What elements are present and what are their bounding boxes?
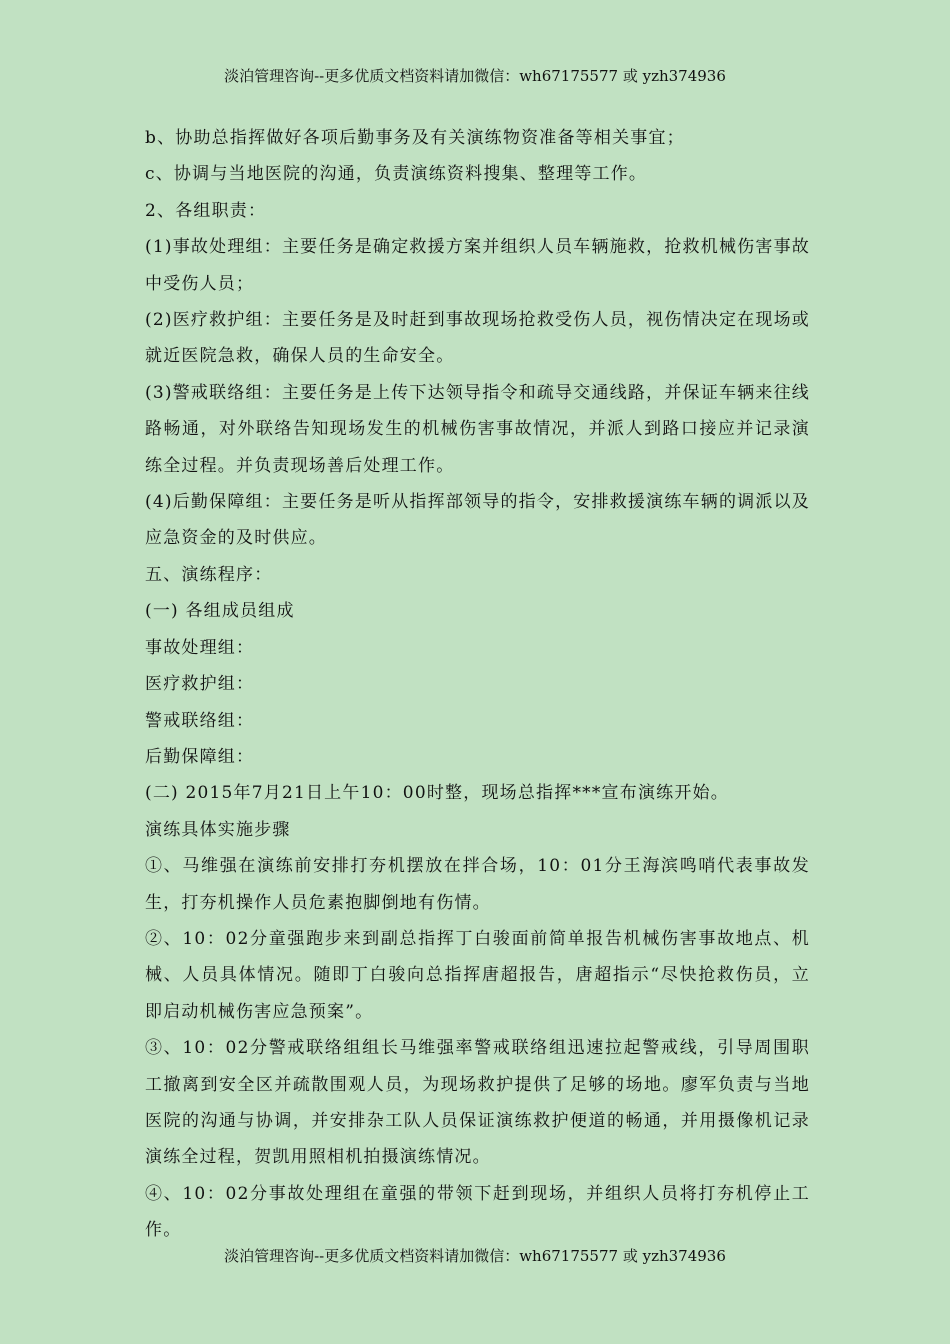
step-4: ④、10：02分事故处理组在童强的带领下赶到现场，并组织人员将打夯机停止工作。 [145,1183,810,1241]
member-line-security-liaison: 警戒联络组： [145,710,255,731]
paragraph-accident-handling-group: (1)事故处理组：主要任务是确定救援方案并组织人员车辆施救，抢救机械伤害事故中受伤人员； [145,237,810,294]
member-line-logistics: 后勤保障组： [145,746,255,767]
paragraph-c: c、协调与当地医院的沟通，负责演练资料搜集、整理等工作。 [145,164,648,185]
page-footer: 淡泊管理咨询--更多优质文档资料请加微信：wh67175577 或 yzh374936 [224,1247,726,1265]
step-1: ①、马维强在演练前安排打夯机摆放在拌合场，10：01分王海滨鸣哨代表事故发生，打夯机操作人员危素抱脚倒地有伤情。 [145,856,810,913]
document-body [145,120,810,1249]
paragraph-logistics-group: (4)后勤保障组：主要任务是听从指挥部领导的指令，安排救援演练车辆的调派以及应急资金的及时供应。 [145,492,810,549]
page-header: 淡泊管理咨询--更多优质文档资料请加微信：wh67175577 或 yzh374936 [224,67,726,85]
member-line-medical-rescue: 医疗救护组： [145,674,255,695]
section-heading-drill-procedure: 五、演练程序： [145,564,273,585]
paragraph-b: b、协助总指挥做好各项后勤事务及有关演练物资准备等相关事宜； [145,128,685,148]
paragraph-security-liaison-group: (3)警戒联络组：主要任务是上传下达领导指令和疏导交通线路，并保证车辆来往线路畅通，对外联络告知现场发生的机械伤害事故情况，并派人到路口接应并记录演练全过程。并负责现场善后处理工作。 [145,382,810,476]
subheading-group-members: (一) 各组成员组成 [145,601,295,622]
section-heading-group-duties: 2、各组职责： [145,200,267,221]
subheading-implementation-steps: 演练具体实施步骤 [145,819,291,840]
paragraph-drill-start: (二) 2015年7月21日上午10：00时整，现场总指挥***宣布演练开始。 [145,783,729,804]
member-line-accident-handling: 事故处理组： [145,637,255,658]
step-3: ③、10：02分警戒联络组组长马维强率警戒联络组迅速拉起警戒线，引导周围职工撤离到安全区并疏散围观人员，为现场救护提供了足够的场地。廖军负责与当地医院的沟通与协调，并安排杂工队人员保证演练救护便道的畅通，并用摄像机记录演练全过程，贺凯用照相机拍摄演练情况。 [145,1038,810,1168]
paragraph-medical-rescue-group: (2)医疗救护组：主要任务是及时赶到事故现场抢救受伤人员，视伤情决定在现场或就近医院急救，确保人员的生命安全。 [145,310,810,367]
step-2: ②、10：02分童强跑步来到副总指挥丁白骏面前简单报告机械伤害事故地点、机械、人员具体情况。随即丁白骏向总指挥唐超报告，唐超指示“尽快抢救伤员，立即启动机械伤害应急预案”。 [145,928,810,1022]
